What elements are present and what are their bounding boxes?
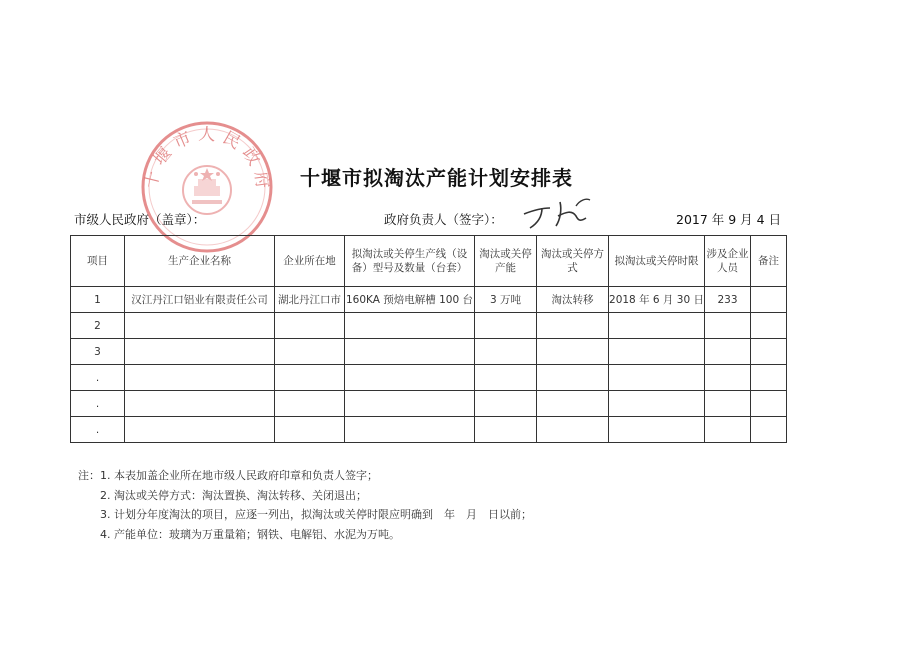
national-emblem-icon xyxy=(183,166,231,214)
table-cell xyxy=(537,417,609,443)
table-row xyxy=(71,313,787,339)
table-cell xyxy=(345,339,475,365)
table-cell: 160KA 预焙电解槽 100 台 xyxy=(345,287,475,313)
table-cell xyxy=(537,313,609,339)
table-cell xyxy=(275,365,345,391)
table-cell: . xyxy=(71,391,125,417)
table-cell: . xyxy=(71,365,125,391)
capacity-plan-table xyxy=(70,235,787,443)
table-row xyxy=(71,287,787,313)
table-cell: 3 万吨 xyxy=(475,287,537,313)
table-cell xyxy=(609,417,705,443)
document-title: 十堰市拟淘汰产能计划安排表 xyxy=(300,166,573,190)
responsible-person-label: 政府负责人（签字）： xyxy=(384,212,503,227)
table-cell xyxy=(345,391,475,417)
column-header: 淘汰或关停方式 xyxy=(537,236,609,287)
table-cell xyxy=(125,313,275,339)
table-cell xyxy=(475,313,537,339)
table-cell xyxy=(345,417,475,443)
table-cell xyxy=(345,365,475,391)
table-cell xyxy=(609,365,705,391)
table-cell xyxy=(751,365,787,391)
table-cell xyxy=(705,365,751,391)
table-cell xyxy=(537,339,609,365)
table-cell xyxy=(705,391,751,417)
table-cell xyxy=(609,313,705,339)
table-cell xyxy=(609,339,705,365)
table-cell xyxy=(475,339,537,365)
table-cell: 2018 年 6 月 30 日 xyxy=(609,287,705,313)
note-item: 注：1. 本表加盖企业所在地市级人民政府印章和负责人签字； xyxy=(78,469,378,482)
table-cell xyxy=(751,287,787,313)
table-cell: 2 xyxy=(71,313,125,339)
column-header: 淘汰或关停产能 xyxy=(475,236,537,287)
table-row xyxy=(71,339,787,365)
note-item: 4. 产能单位：玻璃为万重量箱；钢铁、电解铝、水泥为万吨。 xyxy=(100,527,400,541)
column-header: 企业所在地 xyxy=(275,236,345,287)
table-cell xyxy=(705,339,751,365)
table-cell: . xyxy=(71,417,125,443)
table-cell xyxy=(275,417,345,443)
column-header: 备注 xyxy=(751,236,787,287)
table-cell: 3 xyxy=(71,339,125,365)
table-cell xyxy=(125,339,275,365)
notes-section xyxy=(78,466,532,544)
table-cell xyxy=(275,391,345,417)
table-cell xyxy=(345,313,475,339)
table-cell: 淘汰转移 xyxy=(537,287,609,313)
table-cell xyxy=(275,313,345,339)
table-cell xyxy=(125,365,275,391)
table-cell: 233 xyxy=(705,287,751,313)
table-cell xyxy=(475,365,537,391)
table-cell xyxy=(475,391,537,417)
table-cell xyxy=(751,313,787,339)
table-cell: 汉江丹江口铝业有限责任公司 xyxy=(125,287,275,313)
table-cell xyxy=(537,365,609,391)
table-row xyxy=(71,391,787,417)
table-header-row xyxy=(71,236,787,287)
city-government-label: 市级人民政府（盖章）： xyxy=(74,212,206,227)
table-cell xyxy=(537,391,609,417)
table-cell xyxy=(705,417,751,443)
table-cell xyxy=(475,417,537,443)
handwritten-signature xyxy=(520,196,600,230)
note-item: 2. 淘汰或关停方式：淘汰置换、淘汰转移、关闭退出； xyxy=(100,488,367,502)
document-date: 2017 年 9 月 4 日 xyxy=(676,212,782,227)
table-cell: 1 xyxy=(71,287,125,313)
table-cell xyxy=(609,391,705,417)
table-row xyxy=(71,417,787,443)
table-cell xyxy=(751,391,787,417)
column-header: 拟淘汰或关停时限 xyxy=(609,236,705,287)
table-cell xyxy=(275,339,345,365)
table-cell xyxy=(125,417,275,443)
table-cell xyxy=(751,339,787,365)
table-row xyxy=(71,365,787,391)
table-cell xyxy=(125,391,275,417)
column-header: 项目 xyxy=(71,236,125,287)
note-item: 3. 计划分年度淘汰的项目，应逐一列出，拟淘汰或关停时限应明确到 年 月 日以前； xyxy=(100,508,532,521)
table-cell xyxy=(705,313,751,339)
table-cell xyxy=(751,417,787,443)
table-cell: 湖北丹江口市 xyxy=(275,287,345,313)
column-header: 涉及企业人员 xyxy=(705,236,751,287)
seal-text: 十堰市人民政府 xyxy=(141,124,273,196)
column-header: 生产企业名称 xyxy=(125,236,275,287)
column-header: 拟淘汰或关停生产线（设备）型号及数量（台套） xyxy=(345,236,475,287)
